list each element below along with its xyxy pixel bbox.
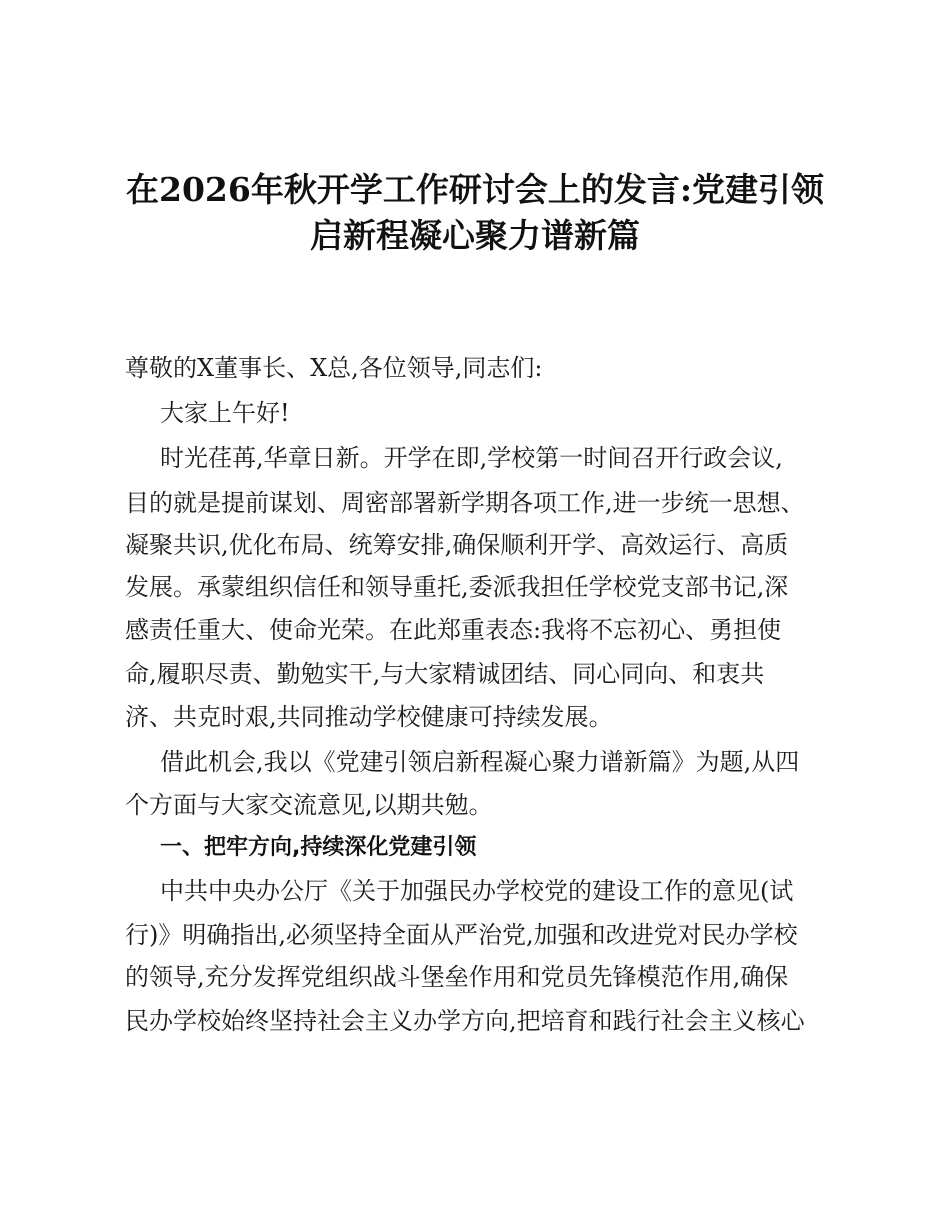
paragraph-2-line: 借此机会,我以《党建引领启新程凝心聚力谱新篇》为题,从四 <box>160 748 800 776</box>
paragraph-1-line: 济、共克时艰,共同推动学校健康可持续发展。 <box>125 703 613 731</box>
paragraph-1-line: 感责任重大、使命光荣。在此郑重表态:我将不忘初心、勇担使 <box>125 616 782 644</box>
paragraph-1-line: 命,履职尽责、勤勉实干,与大家精诚团结、同心同向、和衷共 <box>125 660 765 688</box>
paragraph-1-line: 目的就是提前谋划、周密部署新学期各项工作,进一步统一思想、 <box>125 489 805 517</box>
paragraph-3-line: 的领导,充分发挥党组织战斗堡垒作用和党员先锋模范作用,确保 <box>125 963 789 991</box>
paragraph-3-line: 行)》明确指出,必须坚持全面从严治党,加强和改进党对民办学校 <box>125 921 798 949</box>
paragraph-1-line: 凝聚共识,优化布局、统筹安排,确保顺利开学、高效运行、高质 <box>125 531 789 559</box>
section-1-heading: 一、把牢方向,持续深化党建引领 <box>160 835 477 860</box>
document-title-line-2: 启新程凝心聚力谱新篇 <box>310 216 640 255</box>
paragraph-1-line: 时光荏苒,华章日新。开学在即,学校第一时间召开行政会议, <box>160 444 783 472</box>
paragraph-3-line: 中共中央办公厅《关于加强民办学校党的建设工作的意见(试 <box>160 877 794 905</box>
document-title-line-1: 在2026年秋开学工作研讨会上的发言:党建引领 <box>125 170 825 209</box>
paragraph-3-line: 民办学校始终坚持社会主义办学方向,把培育和践行社会主义核心 <box>125 1007 805 1035</box>
salutation: 尊敬的X董事长、X总,各位领导,同志们: <box>125 354 543 382</box>
paragraph-2-line: 个方面与大家交流意见,以期共勉。 <box>125 791 493 819</box>
paragraph-1-line: 发展。承蒙组织信任和领导重托,委派我担任学校党支部书记,深 <box>125 573 789 601</box>
greeting: 大家上午好! <box>160 399 290 427</box>
